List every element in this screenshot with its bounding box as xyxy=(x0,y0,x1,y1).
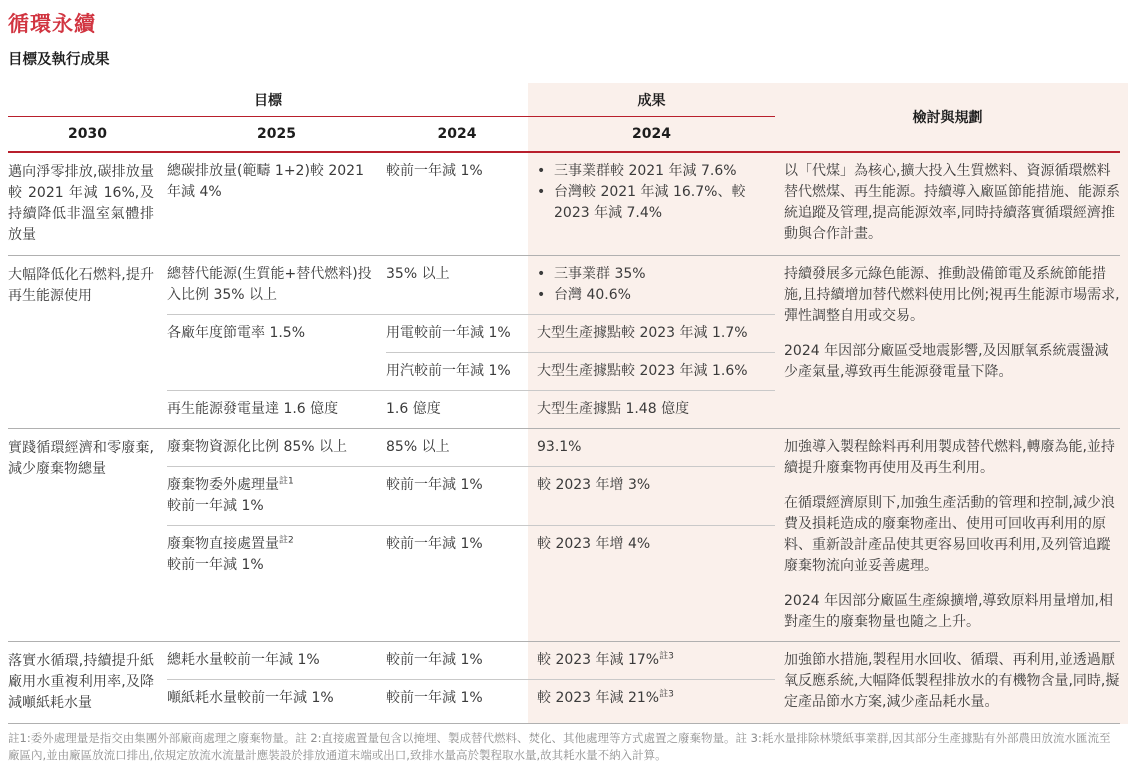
goal-2024-cell: 1.6 億度 xyxy=(386,401,441,417)
table-row xyxy=(167,466,775,525)
header-year-2030: 2030 xyxy=(68,126,107,142)
review-cell: 持續發展多元綠色能源、推動設備節電及系統節能措施,且持續增加替代燃料使用比例;視再生能源市場需求,彈性調整自用或交易。 2024 年因部分廠區受地震影響,及因厭氧系統震盪減少產氣量,導致再生能源發電量下降。 xyxy=(784,266,1120,380)
review-cell: 以「代煤」為核心,擴大投入生質燃料、資源循環燃料替代燃煤、再生能源。持續導入廠區節能措施、能源系統追蹤及管理,提高能源效率,同時持續落實循環經濟推動與合作計畫。 xyxy=(784,163,1120,242)
goal-2025-cell: 廢棄物資源化比例 85% 以上 xyxy=(167,439,348,455)
footnote-marker: 註2 xyxy=(279,535,294,546)
goal-2030-cell: 邁向淨零排放,碳排放量較 2021 年減 16%,及持續降低非溫室氣體排放量 xyxy=(8,164,154,243)
result-2024-cell: 大型生產據點較 2023 年減 1.6% xyxy=(537,363,748,379)
result-2024-cell: • 三事業群較 2021 年減 7.6% • 台灣較 2021 年減 16.7%、較 2023 年減 7.4% xyxy=(528,153,775,232)
table-row xyxy=(167,429,775,466)
header-result: 成果 xyxy=(637,92,666,109)
header-result-year: 2024 xyxy=(632,126,671,142)
table-footnote: 註1:委外處理量是指交由集團外部廠商處理之廢棄物量。註 2:直接處置量包含以掩埋、製成替代燃料、焚化、其他處理等方式處置之廢棄物量。註 3:耗水量排除林漿紙事業群,因其部分生產據點有外部農田放流水匯流至廠區內,並由廠區放流口排出,依規定放流水流量計應裝設於排放通道末端或出口,致排水量高於製程取水量,故其耗水量不納入計算。 xyxy=(8,731,1111,762)
page-subtitle: 目標及執行成果 xyxy=(8,52,110,68)
goal-2030-cell: 實踐循環經濟和零廢棄,減少廢棄物總量 xyxy=(8,440,154,477)
table-row xyxy=(167,642,775,679)
goal-2030-cell: 大幅降低化石燃料,提升再生能源使用 xyxy=(8,267,154,304)
goal-2024-cell: 85% 以上 xyxy=(386,439,450,455)
goal-2024-cell: 35% 以上 xyxy=(386,266,450,282)
header-year-2024: 2024 xyxy=(437,126,477,142)
table-header xyxy=(8,83,1120,153)
goals-results-table xyxy=(8,83,1120,724)
table-row-group-renewables xyxy=(8,255,1120,428)
goal-2024-cell: 較前一年減 1% xyxy=(386,652,483,668)
result-2024-cell: 大型生產據點 1.48 億度 xyxy=(537,401,690,417)
footnote-marker: 註3 xyxy=(659,651,674,662)
goal-2024-cell: 較前一年減 1% xyxy=(386,477,483,493)
bullet-icon: • xyxy=(537,163,546,179)
header-review: 檢討與規劃 xyxy=(912,110,983,126)
table-row xyxy=(167,679,775,717)
table-row-group-water xyxy=(8,641,1120,723)
goal-2024-cell: 較前一年減 1% xyxy=(386,163,483,179)
footnote-marker: 註1 xyxy=(279,476,294,487)
table-row xyxy=(167,256,775,314)
table-row xyxy=(167,525,775,584)
goal-2025-cell: 廢棄物委外處理量$^{註1}$ 較前一年減 1% xyxy=(167,476,294,514)
result-2024-cell: 較 2023 年減 17%$^{註3}$ xyxy=(537,651,674,668)
result-2024-cell: 較 2023 年增 4% xyxy=(537,536,651,552)
goal-2030-cell: 落實水循環,持續提升紙廠用水重複利用率,及降減噸紙耗水量 xyxy=(8,653,154,711)
table-row xyxy=(167,314,775,390)
result-2024-cell: 大型生產據點較 2023 年減 1.7% xyxy=(537,325,748,341)
goal-2025-cell: 噸紙耗水量較前一年減 1% xyxy=(167,690,334,706)
goal-2025-cell: 總碳排放量(範疇 1+2)較 2021 年減 4% xyxy=(167,163,364,200)
goal-2025-cell: 廢棄物直接處置量$^{註2}$ 較前一年減 1% xyxy=(167,535,294,573)
table-body xyxy=(8,153,1120,724)
bullet-icon: • xyxy=(537,266,546,282)
result-2024-cell: 較 2023 年增 3% xyxy=(537,477,651,493)
table-row-group-waste xyxy=(8,428,1120,641)
goal-2024-cell: 較前一年減 1% xyxy=(386,536,483,552)
goal-2025-cell: 總替代能源(生質能+替代燃料)投入比例 35% 以上 xyxy=(167,266,372,303)
bullet-icon: • xyxy=(537,184,546,200)
goal-2024-cell: 用電較前一年減 1% xyxy=(386,325,511,341)
goal-2024-cell: 用汽較前一年減 1% xyxy=(386,363,511,379)
table-row xyxy=(167,153,775,232)
goal-2025-cell: 再生能源發電量達 1.6 億度 xyxy=(167,401,339,417)
goal-2025-cell: 總耗水量較前一年減 1% xyxy=(167,652,320,668)
header-goal: 目標 xyxy=(254,92,282,109)
result-2024-cell: • 三事業群 35% • 台灣 40.6% xyxy=(528,256,775,314)
table-row-group-netzero xyxy=(8,153,1120,255)
footnote-marker: 註3 xyxy=(659,689,674,700)
review-cell: 加強節水措施,製程用水回收、循環、再利用,並透過厭氧反應系統,大幅降低製程排放水的有機物含量,同時,擬定產品節水方案,減少產品耗水量。 xyxy=(784,652,1120,710)
bullet-icon: • xyxy=(537,287,546,303)
page-title: 循環永續 xyxy=(8,12,96,36)
review-cell: 加強導入製程餘料再利用製成替代燃料,轉廢為能,並持續提升廢棄物再使用及再生利用。 在循環經濟原則下,加強生產活動的管理和控制,減少浪費及損耗造成的廢棄物產出、使用可回收再利用的原料、重新設計產品使其更容易回收再利用,及列管追蹤廢棄物流向並妥善處理。 2024 年因部分廠區生產線擴增,導致原料用量增加,相對產生的廢棄物量也隨之上升。 xyxy=(784,439,1115,630)
header-year-2025: 2025 xyxy=(257,126,296,142)
result-2024-cell: 93.1% xyxy=(537,439,582,455)
goal-2024-cell: 較前一年減 1% xyxy=(386,690,483,706)
goal-2025-cell: 各廠年度節電率 1.5% xyxy=(167,325,306,341)
table-row xyxy=(167,390,775,428)
result-2024-cell: 較 2023 年減 21%$^{註3}$ xyxy=(537,689,674,706)
